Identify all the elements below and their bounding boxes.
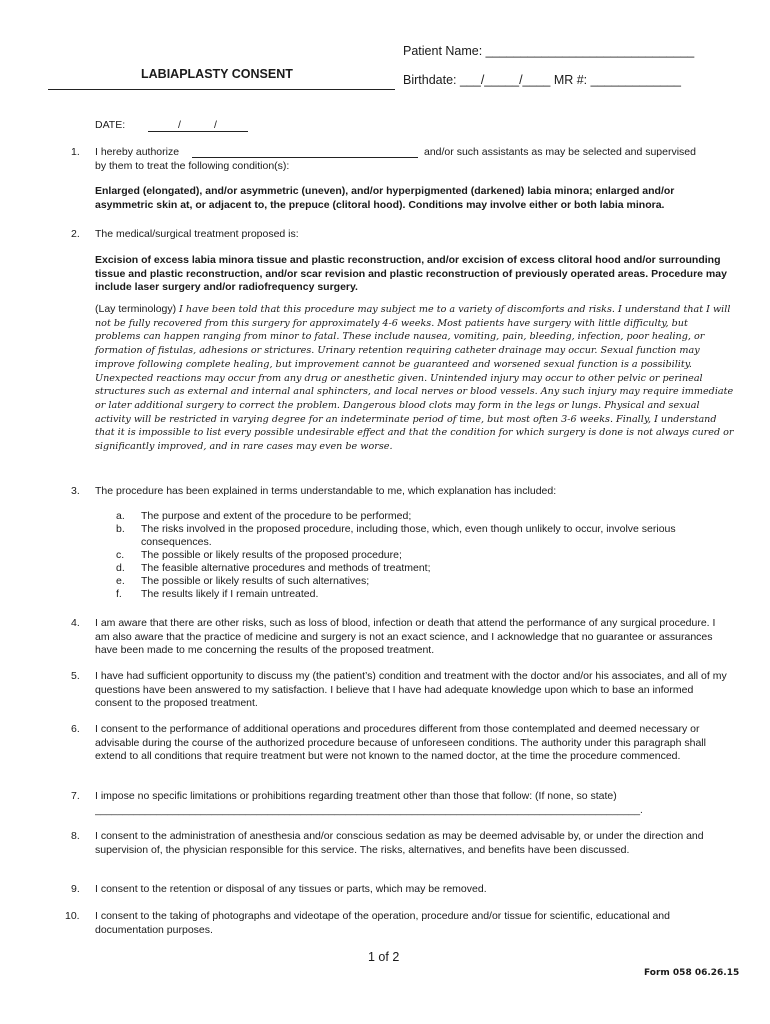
item-text: I consent to the performance of additional operations and procedures different from those contemplated and deemed necessary or advisable during the course of the authorized procedure because of unforeseen conditions. The authority under this paragraph shall extend to all conditions that require treatment but were not known to the named doctor, at the time the procedure commenced. <box>95 723 706 763</box>
page-number: 1 of 2 <box>368 950 400 964</box>
item-text: I consent to the retention or disposal of any tissues or parts, which may be removed. <box>95 883 487 895</box>
explanation-text: The possible or likely results of such alternatives; <box>141 575 370 587</box>
explanation-text: The purpose and extent of the procedure to be performed; <box>141 510 412 522</box>
explanation-letter: e. <box>116 575 125 587</box>
item-number: 5. <box>71 670 80 682</box>
date-label: DATE: <box>95 119 126 131</box>
item-number: 8. <box>71 830 80 842</box>
date-slash-2: / <box>214 119 217 131</box>
form-number: Form 058 06.26.15 <box>644 968 740 978</box>
date-slash-1: / <box>178 119 181 131</box>
birthdate-mr-field[interactable]: Birthdate: ___/_____/____ MR #: _____________ <box>403 73 682 87</box>
item-number: 1. <box>71 146 80 158</box>
treatment-description: Excision of excess labia minora tissue and plastic reconstruction, and/or excision of excess clitoral hood and/or surrounding tissue and plastic reconstruction, and/or scar revision and plastic reconstruction of previously operated areas. Procedure may include laser surgery and/or radiofrequency surgery. <box>95 254 727 294</box>
explanation-letter: a. <box>116 510 125 522</box>
item-text: I hereby authorize <box>95 146 180 158</box>
explanation-letter: b. <box>116 523 125 535</box>
physician-name-field[interactable] <box>192 157 418 158</box>
explanation-letter: d. <box>116 562 125 574</box>
document-title: LABIAPLASTY CONSENT <box>141 67 293 81</box>
item-text: I consent to the administration of anesthesia and/or conscious sedation as may be deemed advisable by, or under the direction and supervision of, the physician responsible for this service. The risks, alternatives, and benefits have been discussed. <box>95 830 704 856</box>
item-text: I am aware that there are other risks, such as loss of blood, infection or death that attend the performance of any surgical procedure. I am also aware that the practice of medicine and surgery is not an exact science, and I acknowledge that no guarantee or assurances have been made to me concerning the results of the proposed treatment. <box>95 617 716 657</box>
date-value <box>148 119 224 131</box>
limitations-field[interactable]: __________________________________________________________________________________________________. <box>95 805 643 816</box>
item-text: The medical/surgical treatment proposed is: <box>95 228 299 240</box>
explanation-text: The results likely if I remain untreated. <box>141 588 319 600</box>
item-text: I consent to the taking of photographs and videotape of the operation, procedure and/or tissue for scientific, educational and documentation purposes. <box>95 910 670 936</box>
patient-name-field[interactable]: Patient Name: ______________________________ <box>403 44 695 58</box>
item-number: 7. <box>71 790 80 802</box>
item-number: 3. <box>71 485 80 497</box>
explanation-text: The possible or likely results of the proposed procedure; <box>141 549 402 561</box>
condition-description: Enlarged (elongated), and/or asymmetric (uneven), and/or hyperpigmented (darkened) labia minora; enlarged and/or asymmetric skin at, or adjacent to, the prepuce (clitoral hood). Conditions may involve either or both labia minora. <box>95 185 675 211</box>
explanation-letter: c. <box>116 549 125 561</box>
item-number: 4. <box>71 617 80 629</box>
item-text: I impose no specific limitations or prohibitions regarding treatment other than those that follow: (If none, so state) <box>95 790 617 802</box>
item-number: 6. <box>71 723 80 735</box>
item-number: 10. <box>65 910 80 922</box>
item-text: The procedure has been explained in terms understandable to me, which explanation has included: <box>95 485 557 497</box>
lay-label: (Lay terminology) <box>95 303 177 315</box>
explanation-text: The feasible alternative procedures and methods of treatment; <box>141 562 431 574</box>
item-text: and/or such assistants as may be selected and supervised <box>424 146 696 158</box>
item-number: 9. <box>71 883 80 895</box>
item-text: by them to treat the following condition(s): <box>95 160 290 172</box>
explanation-text: The risks involved in the proposed procedure, including those, which, even though unlikely to occur, involve serious consequences. <box>141 523 676 548</box>
item-number: 2. <box>71 228 80 240</box>
date-field[interactable] <box>148 119 248 132</box>
item-text: I have had sufficient opportunity to discuss my (the patient’s) condition and treatment with the doctor and/or his associates, and all of my questions have been answered to my satisfaction. I believe that I have had adequate knowledge upon which to base an informed consent to the proposed treatment. <box>95 670 727 710</box>
lay-terminology-paragraph <box>95 303 735 454</box>
explanation-letter: f. <box>116 588 122 600</box>
header-rule <box>48 89 395 90</box>
lay-text: I have been told that this procedure may subject me to a variety of discomforts and risks. I understand that I will not be fully recovered from this surgery for approximately 4-6 weeks. Most patients have surgery with little difficulty, but problems can happen ranging from minor to fatal. These include nausea, vomiting, pain, bleeding, infection, poor healing, or formation of fistulas, adhesions or strictures. Urinary retention requiring catheter drainage may occur. Sexual function may improve following complete healing, but improvement cannot be guaranteed and worsened sexual function is a possibility. Unexpected reactions may occur from any drug or anesthetic given. Unintended injury may occur to other pelvic or perineal structures such as external and internal anal sphincters, and local nerves or blood vessels. Any such injury may require immediate or later additional surgery to correct the problem. Dangerous blood clots may form in the legs or lungs. Physical and sexual activity will be restricted in varying degree for an indeterminate period of time, but most often 3-6 weeks. Finally, I understand that it is impossible to list every possible undesirable effect and that the condition for which surgery is done is not always cured or significantly improved, and in rare cases may even be worse. <box>95 304 734 453</box>
